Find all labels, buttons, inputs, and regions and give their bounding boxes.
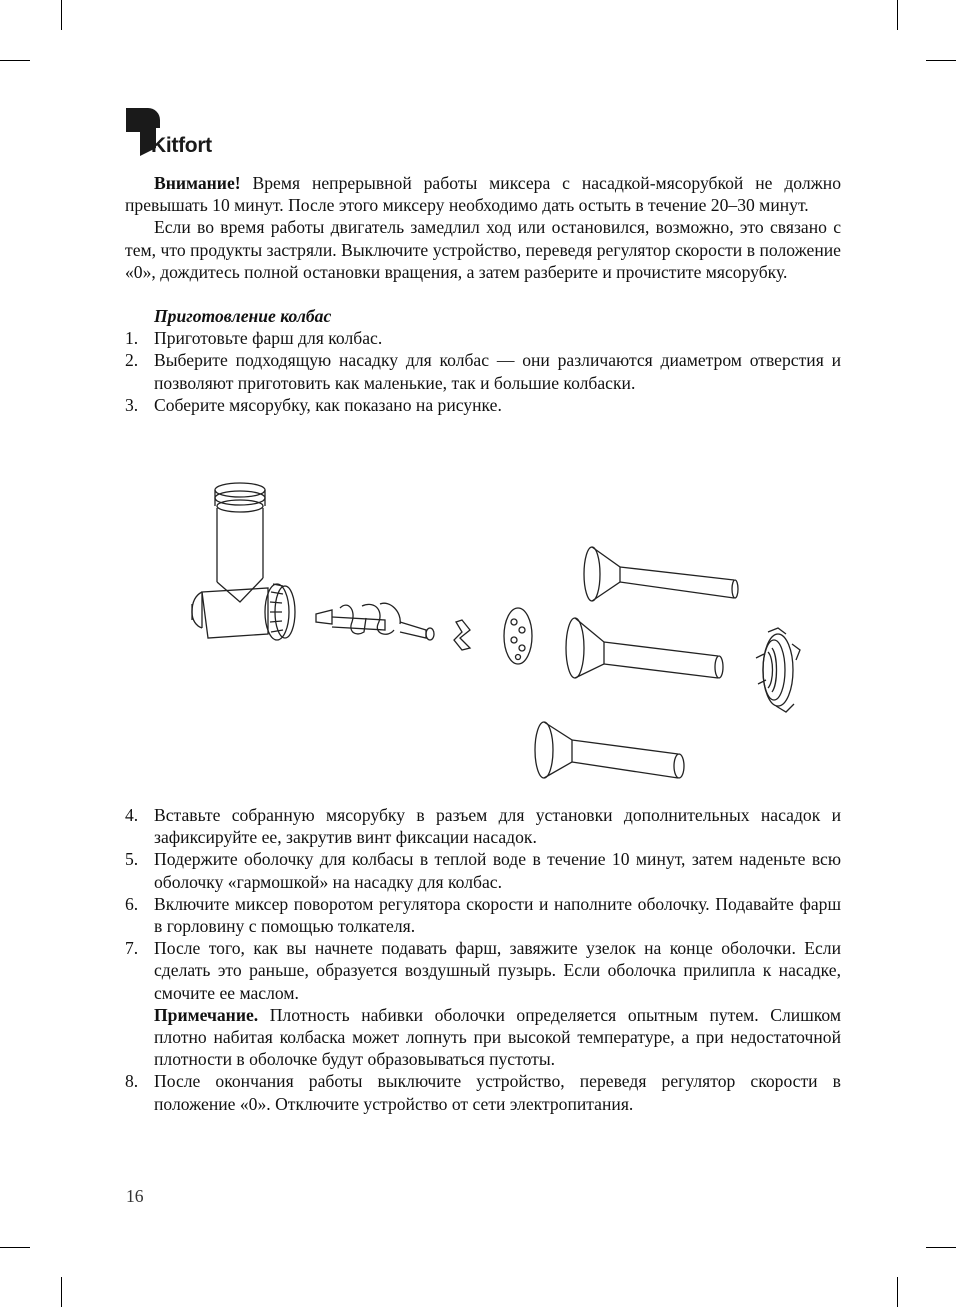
cutting-blade-illustration: [454, 620, 470, 650]
instructions-bottom: [125, 804, 841, 1115]
note-paragraph: [154, 1004, 841, 1071]
crop-mark: [0, 1247, 30, 1248]
steps-list-bottom: [125, 804, 841, 1115]
troubleshoot-paragraph: Если во время работы двигатель замедлил ход или остановился, возможно, это связано с тем, что продукты застряли. Выключите устройство, переведя регулятор скорости в положение «0», дождитесь полной остановки вращения, а затем разберите и прочистите мясорубку.: [125, 217, 841, 282]
crop-mark: [926, 60, 956, 61]
note-text: Плотность набивки оболочки определяется опытным путем. Слишком плотно набитая колбаска может лопнуть при высокой температуре, а при недостаточной плотности в оболочке будут образовываться пустоты.: [154, 1004, 841, 1070]
meat-grinder-assembly-figure: [180, 472, 810, 790]
crop-mark: [0, 60, 30, 61]
list-item: 5. Подержите оболочку для колбасы в теплой воде в течение 10 минут, затем наденьте всю оболочку «гармошкой» на насадку для колбас.: [125, 849, 841, 892]
grinder-body-illustration: [192, 483, 295, 640]
list-item: 6. Включите миксер поворотом регулятора скорости и наполните оболочку. Подавайте фарш в горловину с помощью толкателя.: [125, 893, 841, 937]
list-item: 7. После того, как вы начнете подавать фарш, завяжите узелок на конце оболочки. Если сделать это раньше, образуется воздушный пузырь. Если оболочка прилипла к насадке, смочите ее маслом. Примечание. Плотность набивки оболочки определяется опытным путем. Слишком плотно набитая колбаска может лопнуть при высокой температуре, а при недостаточной плотности в оболочке будут образовываться пустоты.: [125, 938, 841, 1070]
section-title: Приготовление колбас: [154, 306, 332, 327]
sausage-nozzle-large-illustration: [535, 722, 684, 778]
page-number: 16: [126, 1186, 144, 1206]
list-item: 8. После окончания работы выключите устройство, переведя регулятор скорости в положение «0». Отключите устройство от сети электропитания.: [125, 1071, 841, 1114]
warning-text: Время непрерывной работы миксера с насадкой-мясорубкой не должно превышать 10 минут. После этого миксеру необходимо дать остыть в течение 20–30 минут.: [125, 173, 841, 216]
sausage-nozzle-medium-illustration: [566, 618, 723, 678]
crop-mark: [61, 1277, 62, 1307]
crop-mark: [61, 0, 62, 30]
instructions-top: [125, 172, 841, 416]
warning-label: Внимание!: [154, 173, 241, 193]
crop-mark: [897, 0, 898, 30]
sausage-nozzle-small-illustration: [584, 547, 738, 601]
note-label: Примечание.: [154, 1004, 259, 1025]
list-item: 2. Выберите подходящую насадку для колбас — они различаются диаметром отверстия и позволяют приготовить как маленькие, так и большие колбаски.: [125, 350, 841, 393]
auger-screw-illustration: [316, 603, 434, 640]
list-item: 3. Соберите мясорубку, как показано на рисунке.: [125, 394, 502, 415]
steps-list-top: [125, 327, 841, 416]
crop-mark: [926, 1247, 956, 1248]
list-item: 4. Вставьте собранную мясорубку в разъем для установки дополнительных насадок и зафиксируйте ее, закрутив винт фиксации насадок.: [125, 805, 841, 848]
list-item: 1. Приготовьте фарш для колбас.: [125, 328, 383, 349]
crop-mark: [897, 1277, 898, 1307]
locking-ring-illustration: [756, 628, 800, 712]
brand-name: Kitfort: [151, 134, 212, 157]
warning-paragraph: [125, 172, 841, 216]
separator-disc-illustration: [504, 608, 532, 664]
